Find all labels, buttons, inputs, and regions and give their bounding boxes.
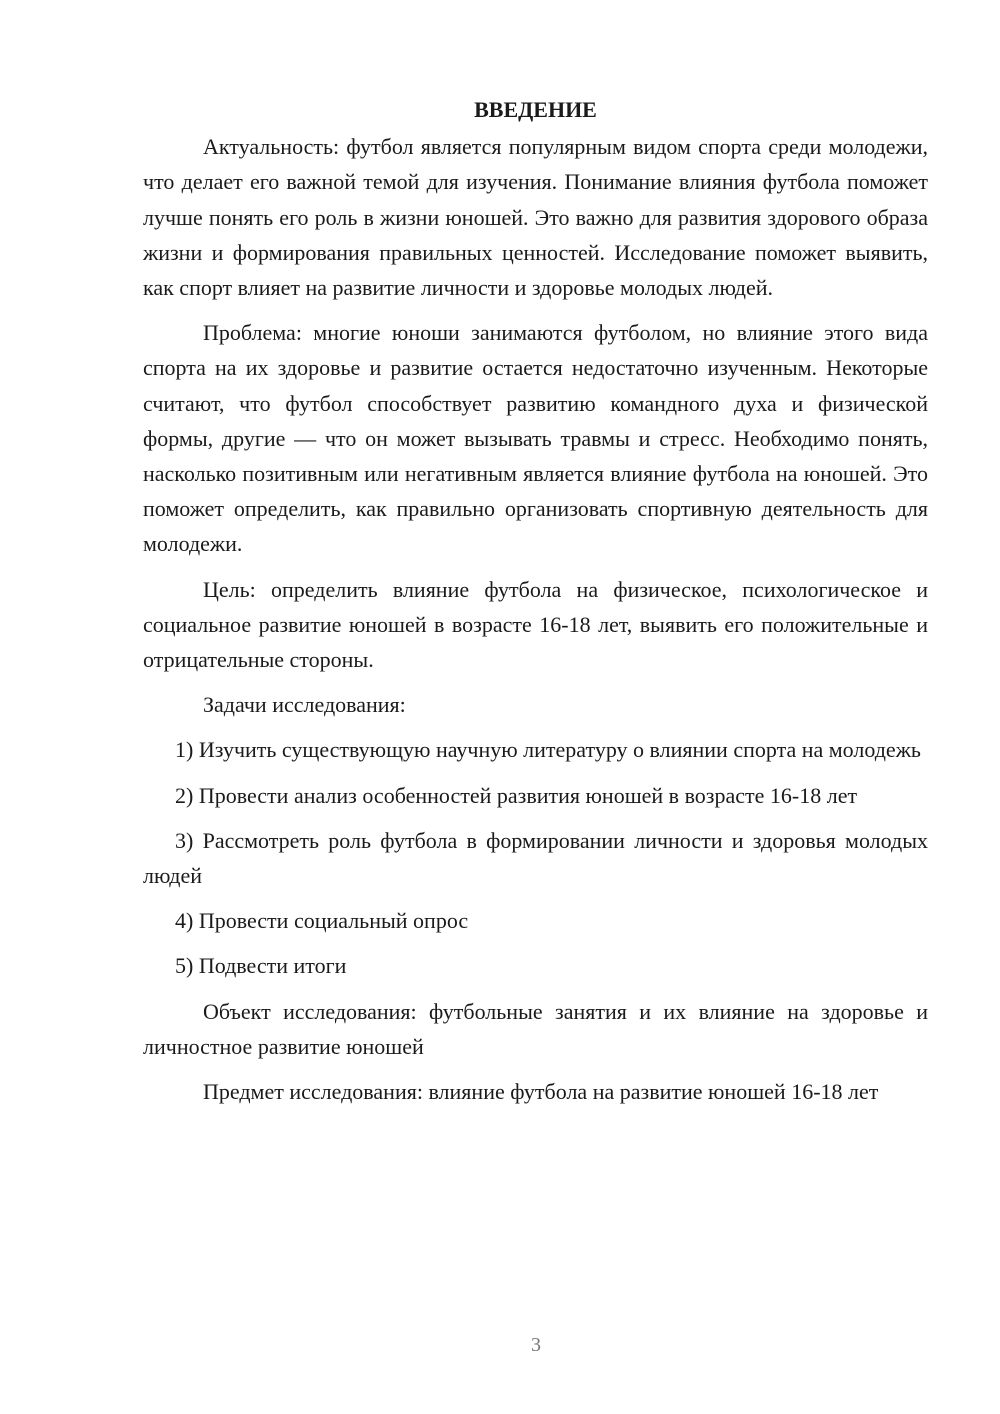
task-item-3: 3) Рассмотреть роль футбола в формировании личности и здоровья молодых людей [143, 827, 928, 889]
problem-paragraph: Проблема: многие юноши занимаются футболом, но влияние этого вида спорта на их здоровье и развитие остается недостаточно изученным. Некоторые считают, что футбол способствует развитию командного духа и физической формы, другие — что он может вызывать травмы и стресс. Необходимо понять, насколько позитивным или негативным является влияние футбола на юношей. Это поможет определить, как правильно организовать спортивную деятельность для молодежи. [143, 320, 928, 557]
page-number: 3 [531, 1334, 541, 1356]
page-title: ВВЕДЕНИЕ [474, 97, 597, 122]
subject-paragraph: Предмет исследования: влияние футбола на развитие юношей 16-18 лет [203, 1079, 879, 1105]
page-content [143, 92, 928, 1119]
relevance-paragraph: Актуальность: футбол является популярным видом спорта среди молодежи, что делает его важной темой для изучения. Понимание влияния футбола поможет лучше понять его роль в жизни юношей. Это важно для развития здорового образа жизни и формирования правильных ценностей. Исследование поможет выявить, как спорт влияет на развитие личности и здоровье молодых людей. [143, 134, 928, 301]
goal-paragraph: Цель: определить влияние футбола на физическое, психологическое и социальное развитие юношей в возрасте 16-18 лет, выявить его положительные и отрицательные стороны. [143, 576, 928, 673]
task-item-2: 2) Провести анализ особенностей развития юношей в возрасте 16-18 лет [175, 782, 858, 808]
task-item-1: 1) Изучить существующую научную литературу о влиянии спорта на молодежь [175, 737, 921, 763]
task-item-4: 4) Провести социальный опрос [175, 908, 469, 934]
task-item-5: 5) Подвести итоги [175, 953, 347, 979]
tasks-heading: Задачи исследования: [203, 692, 406, 718]
object-paragraph: Объект исследования: футбольные занятия и их влияние на здоровье и личностное развитие юношей [143, 998, 928, 1059]
tasks-list [143, 732, 928, 983]
